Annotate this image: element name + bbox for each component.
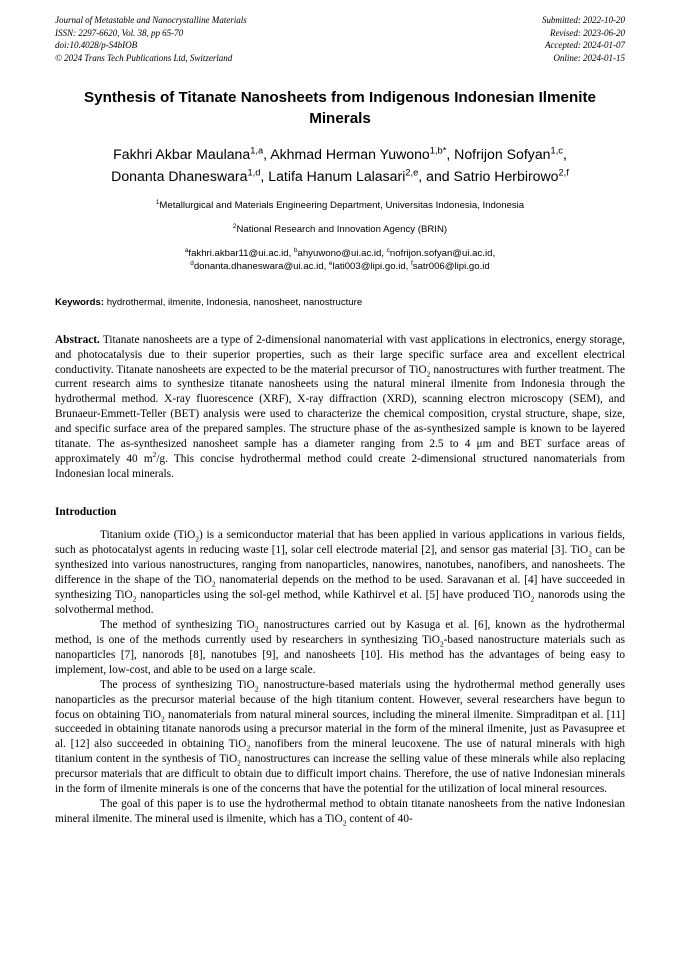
journal-doi: doi:10.4028/p-S4bIOB (55, 40, 138, 51)
paper-title: Synthesis of Titanate Nanosheets from Indigenous Indonesian Ilmenite Minerals (84, 89, 596, 128)
keywords-block (55, 296, 625, 309)
author-line-2: Donanta Dhaneswara$^{1,d}$, Latifa Hanum Lalasari$^{2,e}$, and Satrio Herbirowo$^{2,f}$ (111, 167, 569, 184)
keywords-label: Keywords: (55, 296, 105, 308)
author-list (55, 144, 625, 187)
keywords-values: hydrothermal, ilmenite, Indonesia, nanosheet, nanostructure (106, 296, 363, 308)
date-accepted: Accepted: 2024-01-07 (544, 40, 625, 51)
email-line-2: $^d$donanta.dhaneswara@ui.ac.id, $^e$lati003@lipi.go.id, $^f$satr006@lipi.go.id (190, 260, 490, 273)
affiliation-2: $^2$National Research and Innovation Agency (BRIN) (232, 223, 448, 236)
date-revised: Revised: 2023-06-20 (549, 27, 625, 38)
publication-dates (542, 14, 625, 64)
journal-issn-volume: ISSN: 2297-6620, Vol. 38, pp 65-70 (55, 27, 184, 38)
affiliation-list (55, 200, 625, 235)
date-submitted: Submitted: 2022-10-20 (541, 15, 625, 25)
date-online: Online: 2024-01-15 (553, 52, 625, 63)
running-head (55, 14, 625, 64)
affiliation-1: $^1$Metallurgical and Materials Engineering Department, Universitas Indonesia, Indonesia (155, 199, 525, 212)
abstract-label: Abstract. (55, 333, 100, 346)
abstract-text: Titanate nanosheets are a type of 2-dimensional nanomaterial with vast applications in electronics, energy storage, and photocatalysis due to their superior properties, such as their large specific surface area and excellent electrical conductivity. Titanate nanosheets are expected to be the material precursor of TiO$_2$ nanostructures with further treatment. The current research aims to synthesize titanate nanosheets using the natural mineral ilmenite from Indonesia through the hydrothermal method. X-ray fluorescence (XRF), X-ray diffraction (XRD), scanning electron microscopy (SEM), and Brunaeur-Emmett-Teller (BET) analysis were used to characterize the chemical composition, crystal structure, shape, size, and specific surface area of the prepared samples. The structure phase of the as-synthesized sample is known to be layered titanate. The as-synthesized nanosheet sample has a diameter ranging from 2.5 to 4 μm and BET surface areas of approximately 40 $m^2/g$. This concise hydrothermal method could create 2-dimensional structured nanomaterials from Indonesian local minerals. (55, 333, 626, 481)
journal-name: Journal of Metastable and Nanocrystalline Materials (55, 15, 247, 25)
journal-copyright: © 2024 Trans Tech Publications Ltd, Switzerland (55, 52, 233, 63)
email-line-1: $^a$fakhri.akbar11@ui.ac.id, $^b$ahyuwono@ui.ac.id, $^c$nofrijon.sofyan@ui.ac.id, (184, 247, 496, 260)
intro-paragraph-1: Titanium oxide (TiO$_2$) is a semiconductor material that has been applied in various applications in various fields, such as photocatalyst agents in reducing waste [1], solar cell electrode material [2], and sensor gas material [3]. TiO$_2$ can be synthesized into various nanostructures, ranging from nanoparticles, nanowires, nanotubes, nanofibers, and nanosheets. The difference in the shape of the TiO$_2$ nanomaterial depends on the method to be used. Saravanan et al. [4] have succeeded in synthesizing TiO$_2$ nanoparticles using the sol-gel method, while Kathirvel et al. [5] have produced TiO$_2$ nanorods using the solvothermal method. (55, 529, 626, 616)
intro-paragraph-4: The goal of this paper is to use the hydrothermal method to obtain titanate nanosheets from the native Indonesian mineral ilmenite. The mineral used is ilmenite, which has a TiO$_2$ content of 40- (55, 798, 625, 828)
author-emails (55, 247, 625, 273)
author-line-1: Fakhri Akbar Maulana$^{1,a}$, Akhmad Herman Yuwono$^{1,b*}$, Nofrijon Sofyan$^{1,c}$, (113, 145, 567, 163)
intro-paragraph-3: The process of synthesizing TiO$_2$ nanostructure-based materials using the hydrothermal method generally uses nanoparticles as the precursor material because of the high titanium content. However, several researchers have begun to focus on obtaining TiO$_2$ nanomaterials from natural mineral sources, including the mineral ilmenite. Simpraditpan et al. [11] succeeded in obtaining titanate nanorods using a precursor material in the form of the mineral ilmenite, just as Pavasupree et al. [12] also succeeded in obtaining TiO$_2$ nanofibers from the mineral leucoxene. The use of natural minerals with high titanium content in the synthesis of TiO$_2$ nanostructures can increase the selling value of these minerals while also replacing precursor materials that are difficult to obtain due to difficult import chains. Therefore, the use of native Indonesian minerals in the form of ilmenite minerals is one of the concerns that have the potential for the utilization of local mineral resources. (55, 678, 625, 796)
abstract-block (55, 333, 625, 483)
section-heading-introduction: Introduction (55, 506, 117, 519)
intro-paragraph-2: The method of synthesizing TiO$_2$ nanostructures carried out by Kasuga et al. [6], known as the hydrothermal method, is one of the methods currently used by researchers in synthesizing TiO$_2$-based nanostructure materials such as nanoparticles [7], nanorods [8], nanotubes [9], and nanosheets [10]. His method has the advantages of being easy to implement, low-cost, and able to be used on a large scale. (55, 618, 625, 676)
journal-metadata (55, 14, 247, 64)
